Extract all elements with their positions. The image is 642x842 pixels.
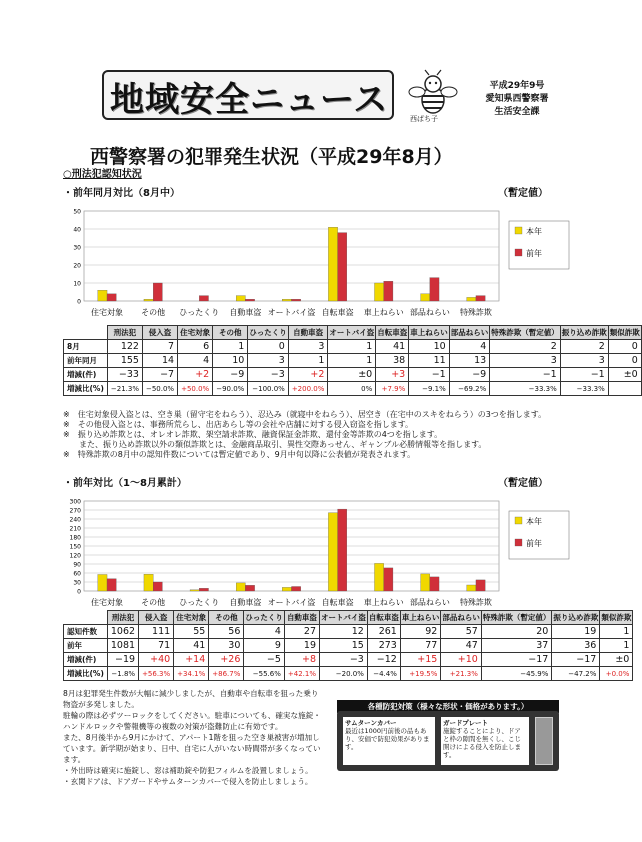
row-label: 増減(件) (64, 368, 108, 382)
table-cell: +200.0% (288, 382, 328, 396)
column-header: 自動車盗 (288, 326, 328, 340)
category-label: 自転車盗 (321, 598, 354, 607)
table-cell: 12 (320, 625, 368, 639)
table-row (64, 368, 642, 382)
table-cell: +2 (288, 368, 328, 382)
y-tick-label: 0 (77, 298, 81, 306)
table-cell (608, 382, 641, 396)
table-cell: −17 (481, 653, 552, 667)
column-header: オートバイ盗 (320, 611, 368, 625)
bar (375, 283, 384, 301)
table-cell: 3 (248, 354, 289, 368)
note-line: ※ 住宅対象侵入盗とは、空き巣（留守宅をねらう）、忍込み（就寝中をねらう）、居空き（在宅中のスキをねらう）の3つを指します。 (63, 410, 547, 419)
table-cell: 7 (142, 340, 177, 354)
issuing-station: 愛知県西警察署 (485, 94, 549, 104)
category-label: 自動車盗 (229, 598, 262, 607)
tip-guard-plate (441, 717, 529, 765)
legend-swatch (515, 539, 522, 546)
table-cell: +56.3% (139, 667, 174, 681)
note-line: ・外出時は確実に施錠し、窓は補助錠や防犯フィルムを設置しましょう。 (63, 766, 313, 775)
table-cell: 3 (490, 354, 561, 368)
bar (245, 585, 254, 591)
table-cell: −20.0% (320, 667, 368, 681)
column-header: 自動車盗 (284, 611, 319, 625)
column-header: その他 (209, 611, 244, 625)
bar (153, 582, 162, 591)
table-cell: −33.3% (560, 382, 608, 396)
table-cell: +19.5% (400, 667, 441, 681)
row-label: 増減比(%) (64, 382, 108, 396)
table-row (64, 354, 642, 368)
table-cell: 14 (142, 354, 177, 368)
bottom-notes (63, 688, 325, 787)
bar (476, 580, 485, 591)
table-cell: −9 (213, 368, 248, 382)
bar (107, 294, 116, 301)
category-label: オートバイ盗 (267, 308, 316, 317)
y-tick-label: 150 (69, 543, 81, 551)
tips-title: 各種防犯対策（様々な形状・価格があります。） (337, 700, 559, 713)
table-cell: 20 (481, 625, 552, 639)
table-cell: −12 (367, 653, 400, 667)
bar (338, 233, 347, 301)
note-line: 駐輪の際は必ずツーロックをしてください。駐車についても、確実な施錠・ハンドルロックや警報機等の複数の対策が盗難防止に有効です。 (63, 711, 321, 731)
mascot-label: 西ぱち子 (410, 115, 438, 123)
table-cell: 27 (284, 625, 319, 639)
table-cell: 3 (288, 340, 328, 354)
table-cell: 10 (213, 354, 248, 368)
table-header-row (64, 326, 642, 340)
table-cell: 30 (209, 639, 244, 653)
column-header: 刑法犯 (107, 326, 142, 340)
column-header: 類似詐欺 (608, 326, 641, 340)
bar (328, 513, 337, 591)
row-label: 前年 (64, 639, 108, 653)
table-row (64, 639, 633, 653)
table-cell: −1 (560, 368, 608, 382)
table-cell: 1081 (107, 639, 138, 653)
table-cell: −100.0% (248, 382, 289, 396)
tip-label: サムターンカバー (345, 719, 397, 727)
bar (292, 587, 301, 592)
table-row (64, 382, 642, 396)
table-cell: 19 (552, 625, 600, 639)
table-cell: 55 (174, 625, 209, 639)
tip-desc: 施錠することにより、ドアと枠の隙間を無くし、こじ開けによる侵入を防止します。 (443, 727, 521, 759)
table-cell: 9 (244, 639, 285, 653)
table-cell: +50.0% (178, 382, 213, 396)
table-cell: 0 (248, 340, 289, 354)
table-cell: 0 (608, 354, 641, 368)
y-tick-label: 30 (73, 579, 81, 587)
y-tick-label: 270 (69, 507, 81, 515)
note-line: また、振り込め詐欺以外の類似詐欺とは、金融商品取引、異性交際あっせん、ギャンブル必勝情報等を指します。 (63, 440, 487, 449)
category-label: 自動車盗 (229, 308, 262, 317)
table-cell: 15 (320, 639, 368, 653)
table-cell: 41 (376, 340, 409, 354)
bee-mascot-icon (405, 70, 460, 120)
table-row (64, 340, 642, 354)
y-tick-label: 30 (73, 244, 81, 252)
column-header: 自転車盗 (367, 611, 400, 625)
bar (384, 281, 393, 301)
table-cell: +34.1% (174, 667, 209, 681)
cumulative-bar-chart (62, 495, 562, 613)
table-cell: +8 (284, 653, 319, 667)
category-label: 車上ねらい (363, 598, 404, 607)
table-cell: −19 (107, 653, 138, 667)
category-label: 自転車盗 (321, 308, 354, 317)
column-header: 車上ねらい (400, 611, 441, 625)
table-cell: −21.3% (107, 382, 142, 396)
table-cell: +10 (441, 653, 482, 667)
table-cell: 36 (552, 639, 600, 653)
table-cell: 1 (600, 639, 633, 653)
bar (384, 568, 393, 591)
table-cell: +3 (376, 368, 409, 382)
bar (430, 278, 439, 301)
table-cell: 1 (600, 625, 633, 639)
column-header: 車上ねらい (409, 326, 450, 340)
y-tick-label: 180 (69, 534, 81, 542)
tips-panel (337, 711, 559, 771)
column-header: 類似詐欺 (600, 611, 633, 625)
table-cell: 1 (288, 354, 328, 368)
table-cell: 19 (284, 639, 319, 653)
table-cell: −3 (248, 368, 289, 382)
column-header: 部品ねらい (449, 326, 490, 340)
table-cell: −47.2% (552, 667, 600, 681)
bar (98, 575, 107, 592)
bar (144, 574, 153, 591)
table-cell: −55.6% (244, 667, 285, 681)
legend-swatch (515, 227, 522, 234)
bar (292, 299, 301, 301)
table-cell: 10 (409, 340, 450, 354)
bar (245, 299, 254, 301)
table-cell: −90.0% (213, 382, 248, 396)
monthly-bar-chart (62, 205, 562, 323)
table-cell: ±0 (608, 368, 641, 382)
table-cell: +21.3% (441, 667, 482, 681)
table-cell: 6 (178, 340, 213, 354)
cumulative-stats-table (63, 610, 633, 681)
table-cell: 0% (328, 382, 376, 396)
bar (236, 583, 245, 591)
column-header: 振り込め詐欺 (560, 326, 608, 340)
bar (421, 294, 430, 301)
table-cell: ±0 (600, 653, 633, 667)
bar (467, 297, 476, 301)
y-tick-label: 120 (69, 552, 81, 560)
table-cell: 4 (244, 625, 285, 639)
cumulative-provisional: （暫定値） (498, 478, 548, 489)
legend-swatch (515, 249, 522, 256)
legend-label: 前年 (526, 249, 542, 258)
note-line: また、8月後半から9月にかけて、アパート1階を狙った空き巣被害が増加しています。新学期が始まり、日中、自宅に人がいない時間帯が多くなっています。 (63, 733, 321, 764)
table-header-row (64, 611, 633, 625)
category-label: ひったくり (179, 598, 220, 607)
category-label: オートバイ盗 (267, 598, 316, 607)
table-cell: −45.9% (481, 667, 552, 681)
column-header: 特殊詐欺（暫定値） (481, 611, 552, 625)
bar (153, 283, 162, 301)
legend-label: 本年 (526, 517, 542, 526)
monthly-stats-table (63, 325, 642, 396)
bar (476, 296, 485, 301)
bar (282, 299, 291, 301)
y-tick-label: 90 (73, 561, 81, 569)
row-label: 認知件数 (64, 625, 108, 639)
table-cell: −7 (142, 368, 177, 382)
category-label: その他 (141, 308, 166, 317)
column-header: 住宅対象 (178, 326, 213, 340)
issue-number: 平成29年9号 (489, 81, 545, 91)
table-cell: 38 (376, 354, 409, 368)
table-cell: 4 (449, 340, 490, 354)
table-cell: −1 (409, 368, 450, 382)
table-cell: +86.7% (209, 667, 244, 681)
headline: 西警察署の犯罪発生状況（平成29年8月） (90, 146, 453, 168)
column-header: オートバイ盗 (328, 326, 376, 340)
y-tick-label: 300 (69, 498, 81, 506)
table-cell: ±0 (328, 368, 376, 382)
y-tick-label: 60 (73, 570, 81, 578)
column-header: 住宅対象 (174, 611, 209, 625)
table-cell: +15 (400, 653, 441, 667)
door-photo (535, 717, 553, 765)
table-cell: −17 (552, 653, 600, 667)
category-label: 部品ねらい (409, 598, 450, 607)
table-cell: −50.0% (142, 382, 177, 396)
table-cell: 2 (560, 340, 608, 354)
bar (282, 587, 291, 591)
table-cell: 92 (400, 625, 441, 639)
y-tick-label: 240 (69, 516, 81, 524)
table-cell: 37 (481, 639, 552, 653)
table-row (64, 667, 633, 681)
bar (107, 579, 116, 591)
corner-cell (64, 611, 108, 625)
column-header: ひったくり (248, 326, 289, 340)
bar (199, 588, 208, 591)
bar (144, 299, 153, 301)
table-cell: −33 (107, 368, 142, 382)
column-header: 特殊詐欺（暫定値） (490, 326, 561, 340)
bar (338, 509, 347, 591)
table-cell: 2 (490, 340, 561, 354)
table-cell: 57 (441, 625, 482, 639)
table-cell: −3 (320, 653, 368, 667)
table-cell: 47 (441, 639, 482, 653)
row-label: 増減比(%) (64, 667, 108, 681)
table-row (64, 625, 633, 639)
table-cell: +7.9% (376, 382, 409, 396)
table-cell: −33.3% (490, 382, 561, 396)
table-cell: 111 (139, 625, 174, 639)
table-cell: 1062 (107, 625, 138, 639)
table-cell: 261 (367, 625, 400, 639)
table-cell: 3 (560, 354, 608, 368)
table-cell: 1 (328, 340, 376, 354)
column-header: 侵入盗 (142, 326, 177, 340)
column-header: ひったくり (244, 611, 285, 625)
table-cell: +14 (174, 653, 209, 667)
table-row (64, 653, 633, 667)
y-tick-label: 10 (73, 280, 81, 288)
column-header: その他 (213, 326, 248, 340)
table-cell: 273 (367, 639, 400, 653)
note-line: ※ その他侵入盗とは、事務所荒らし、出店あらし等の会社や店舗に対する侵入窃盗を指します。 (63, 420, 414, 429)
category-label: ひったくり (179, 308, 220, 317)
table-cell: +42.1% (284, 667, 319, 681)
note-line: ※ 特殊詐欺の8月中の認知件数については暫定値であり、9月中旬以降に公表値が発表されます。 (63, 450, 416, 459)
table-cell: 77 (400, 639, 441, 653)
monthly-notes (63, 410, 546, 460)
newsletter-title: 地域安全ニュース (110, 80, 389, 120)
issuing-division: 生活安全課 (494, 107, 540, 117)
category-label: 特殊詐欺 (459, 598, 492, 607)
table-cell: −9.1% (409, 382, 450, 396)
legend-swatch (515, 517, 522, 524)
corner-cell (64, 326, 108, 340)
category-label: その他 (141, 598, 166, 607)
note-line: 8月は犯罪発生件数が大幅に減少しましたが、自動車や自転車を狙った乗り物盗が多発しました。 (63, 689, 319, 709)
table-cell: 155 (107, 354, 142, 368)
tip-thumbturn-cover (343, 717, 435, 765)
tip-label: ガードプレート (443, 719, 489, 727)
cumulative-subheader: ・前年対比（1～8月累計） (63, 478, 187, 489)
table-cell: −4.4% (367, 667, 400, 681)
bar (190, 590, 199, 591)
table-cell: +40 (139, 653, 174, 667)
table-cell: 1 (213, 340, 248, 354)
table-cell: −9 (449, 368, 490, 382)
row-label: 8月 (64, 340, 108, 354)
y-tick-label: 210 (69, 525, 81, 533)
column-header: 刑法犯 (107, 611, 138, 625)
monthly-subheader: ・前年同月対比（8月中） (63, 188, 180, 199)
column-header: 侵入盗 (139, 611, 174, 625)
table-cell: 0 (608, 340, 641, 354)
category-label: 特殊詐欺 (459, 308, 492, 317)
category-label: 住宅対象 (91, 308, 124, 317)
table-cell: +0.0% (600, 667, 633, 681)
row-label: 増減(件) (64, 653, 108, 667)
table-cell: 71 (139, 639, 174, 653)
legend-label: 本年 (526, 227, 542, 236)
issue-info (476, 80, 558, 119)
category-label: 車上ねらい (363, 308, 404, 317)
y-tick-label: 50 (73, 208, 81, 216)
bar (328, 227, 337, 301)
table-cell: 4 (178, 354, 213, 368)
y-tick-label: 20 (73, 262, 81, 270)
note-line: ・玄関ドアは、ドアガードやサムターンカバーで侵入を防止しましょう。 (63, 777, 313, 786)
table-cell: 56 (209, 625, 244, 639)
monthly-provisional: （暫定値） (498, 188, 548, 199)
chart-legend (509, 511, 569, 559)
table-cell: 11 (409, 354, 450, 368)
table-cell: +26 (209, 653, 244, 667)
category-label: 住宅対象 (91, 598, 124, 607)
table-cell: 13 (449, 354, 490, 368)
bar (467, 585, 476, 591)
table-cell: −5 (244, 653, 285, 667)
table-cell: −1 (490, 368, 561, 382)
row-label: 前年同月 (64, 354, 108, 368)
table-cell: 122 (107, 340, 142, 354)
bar (236, 296, 245, 301)
tip-desc: 最近は1000円前後の品もあり、安価で防犯効果があります。 (345, 727, 430, 751)
section-title: ○刑法犯認知状況 (63, 169, 142, 180)
y-tick-label: 40 (73, 226, 81, 234)
table-cell: −1.8% (107, 667, 138, 681)
category-label: 部品ねらい (409, 308, 450, 317)
bar (430, 577, 439, 591)
table-cell: +2 (178, 368, 213, 382)
y-tick-label: 0 (77, 588, 81, 596)
bar (421, 574, 430, 591)
table-cell: −69.2% (449, 382, 490, 396)
table-cell: 1 (328, 354, 376, 368)
note-line: ※ 振り込め詐欺とは、オレオレ詐欺、架空請求詐欺、融資保証金詐欺、還付金等詐欺の4つを指します。 (63, 430, 443, 439)
chart-legend (509, 221, 569, 269)
legend-label: 前年 (526, 539, 542, 548)
column-header: 振り込め詐欺 (552, 611, 600, 625)
bar (199, 296, 208, 301)
bar (375, 563, 384, 591)
bar (98, 290, 107, 301)
column-header: 部品ねらい (441, 611, 482, 625)
column-header: 自転車盗 (376, 326, 409, 340)
table-cell: 41 (174, 639, 209, 653)
